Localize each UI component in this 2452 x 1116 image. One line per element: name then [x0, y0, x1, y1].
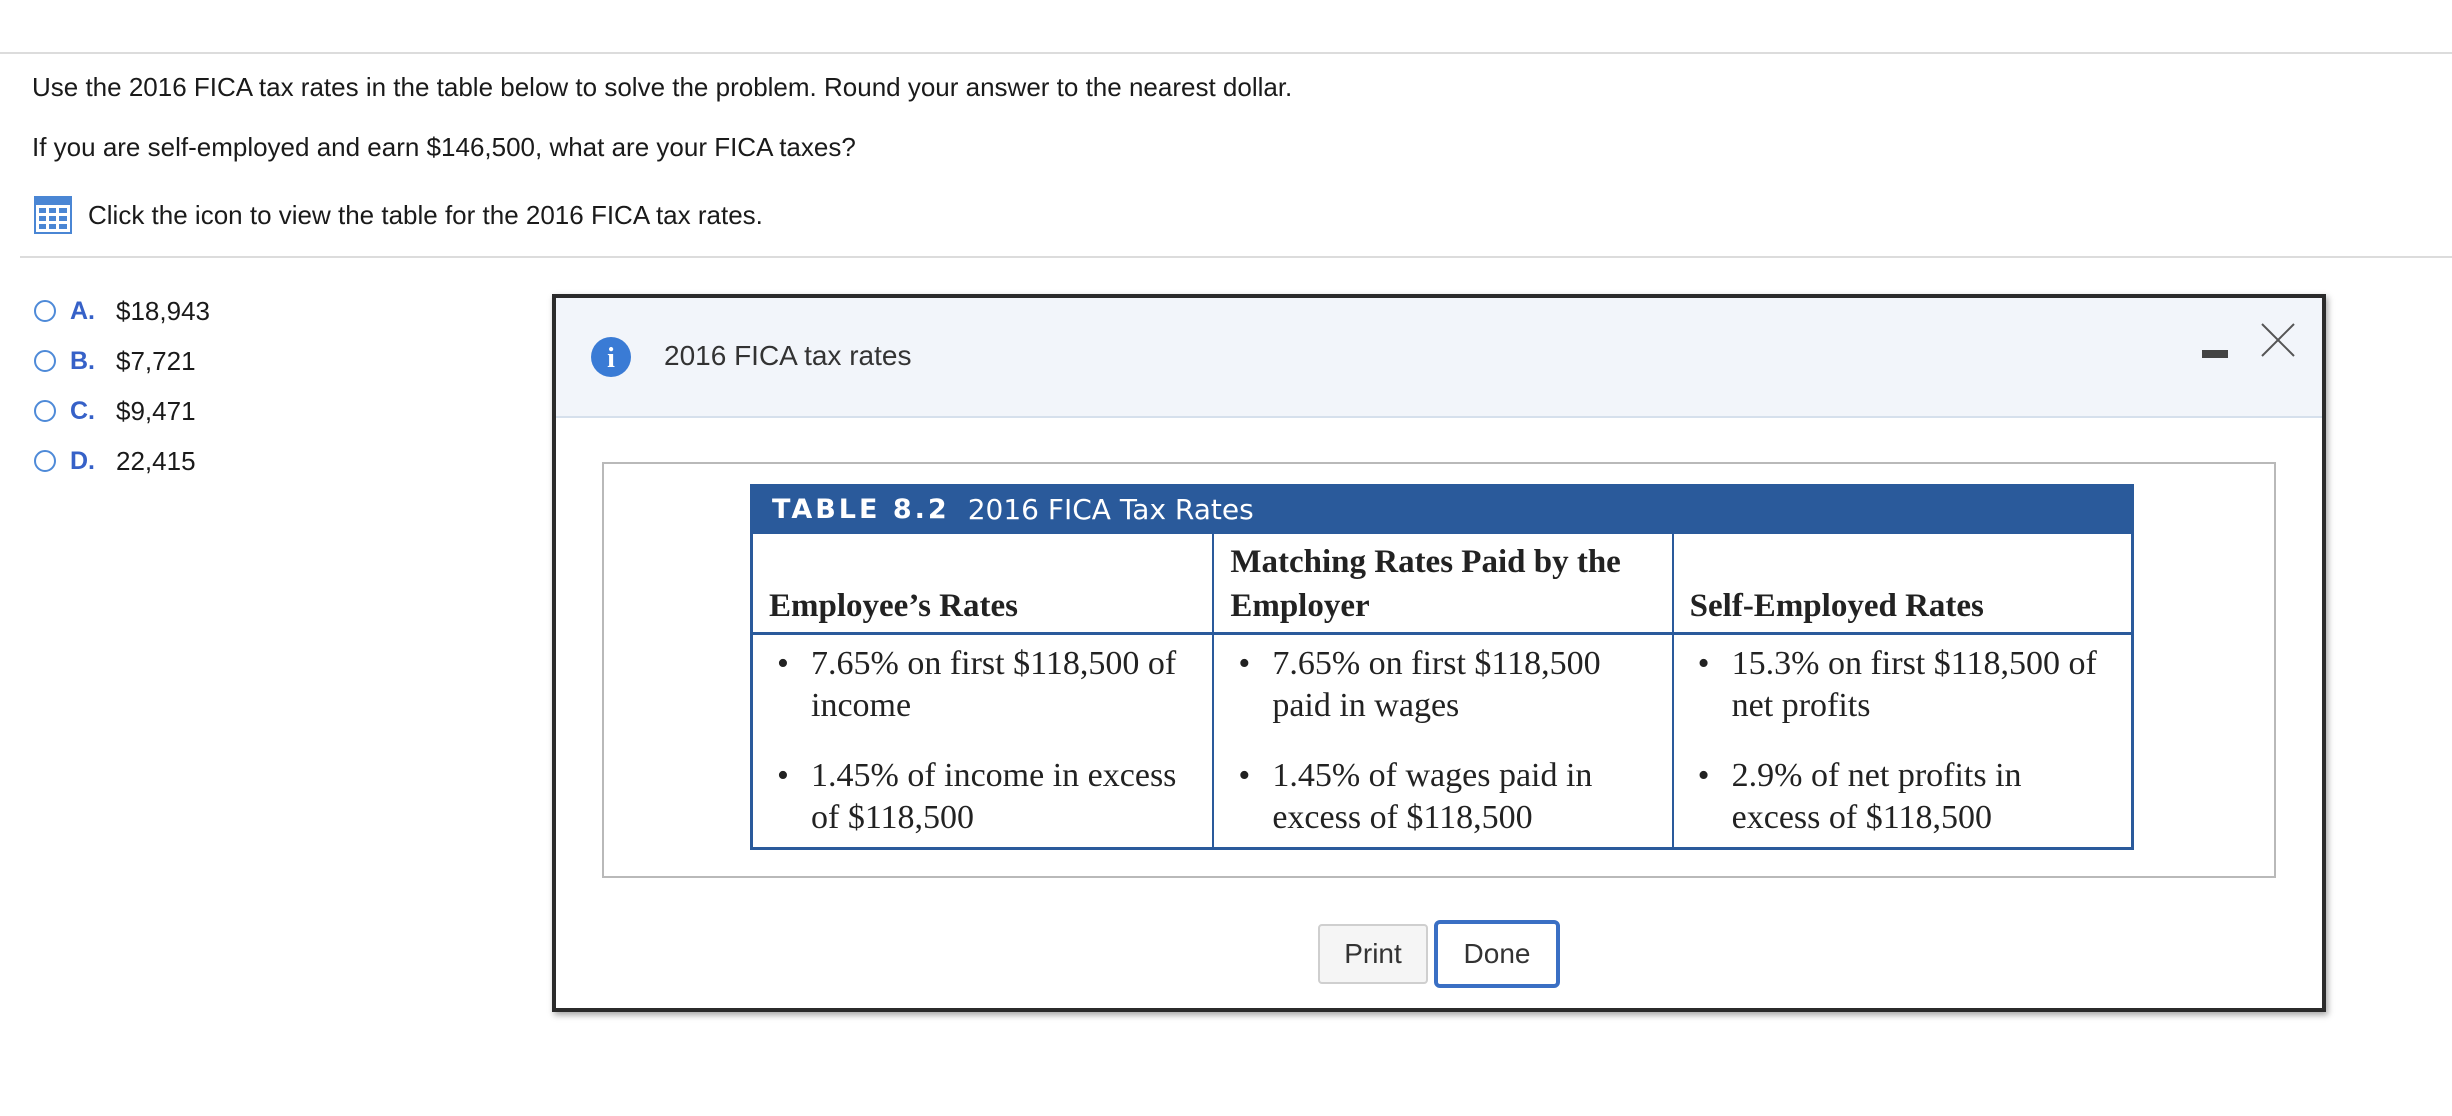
close-icon[interactable] — [2256, 318, 2300, 362]
dialog-title: 2016 FICA tax rates — [664, 340, 912, 371]
table-grid-icon[interactable] — [34, 196, 72, 234]
list-item: • 7.65% on first $118,500 of income — [767, 643, 1196, 727]
list-item: • 1.45% of income in excess of $118,500 — [767, 755, 1196, 839]
choice-value: $9,471 — [116, 395, 196, 426]
choice-c[interactable] — [34, 386, 210, 436]
rate-text: 7.65% on first $118,500 paid in wages — [1272, 645, 1601, 724]
done-button[interactable]: Done — [1434, 920, 1560, 988]
rate-text: 15.3% on first $118,500 of net profits — [1731, 645, 2097, 724]
radio-button[interactable] — [34, 300, 56, 322]
employee-rates-cell — [753, 635, 1212, 847]
choice-letter: D. — [70, 446, 95, 475]
instruction-text: Use the 2016 FICA tax rates in the table below to solve the problem. Round your answer to the nearest dollar. — [32, 72, 1293, 102]
svg-text:i: i — [607, 343, 615, 374]
table-row — [753, 635, 2131, 847]
radio-button[interactable] — [34, 350, 56, 372]
section-divider — [20, 256, 2452, 258]
table-caption-bar — [750, 484, 2134, 534]
choice-b[interactable] — [34, 336, 210, 386]
minimize-icon — [2202, 350, 2228, 358]
list-item: • 15.3% on first $118,500 of net profits — [1688, 643, 2115, 727]
self-employed-rates-cell — [1672, 635, 2131, 847]
table-number: TABLE 8.2 — [772, 493, 950, 525]
choice-letter: B. — [70, 346, 95, 375]
table-header-row — [753, 534, 2131, 635]
choice-letter: C. — [70, 396, 95, 425]
rate-text: 7.65% on first $118,500 of income — [811, 645, 1177, 724]
header-employee: Employee’s Rates — [769, 588, 1018, 624]
question-prompt: If you are self-employed and earn $146,500, what are your FICA taxes? — [32, 132, 856, 162]
rate-text: 1.45% of income in excess of $118,500 — [811, 757, 1177, 836]
employer-rates-cell — [1212, 635, 1671, 847]
list-item: • 2.9% of net profits in excess of $118,500 — [1688, 755, 2115, 839]
fica-rates-table — [750, 484, 2134, 850]
rate-text: 2.9% of net profits in excess of $118,500 — [1731, 757, 2022, 836]
table-body — [750, 534, 2134, 850]
dialog-button-row — [1318, 922, 1560, 988]
choice-d[interactable] — [34, 436, 210, 486]
choice-value: $18,943 — [116, 295, 210, 326]
choice-letter: A. — [70, 296, 95, 325]
radio-button[interactable] — [34, 400, 56, 422]
table-frame — [602, 462, 2276, 878]
table-link-label: Click the icon to view the table for the 2016 FICA tax rates. — [88, 199, 763, 230]
choice-value: $7,721 — [116, 345, 196, 376]
minimize-button[interactable] — [2198, 338, 2232, 372]
list-item: • 1.45% of wages paid in excess of $118,500 — [1228, 755, 1655, 839]
table-link-row — [34, 196, 763, 234]
fica-rates-dialog — [552, 294, 2326, 1012]
list-item: • 7.65% on first $118,500 paid in wages — [1228, 643, 1655, 727]
rate-text: 1.45% of wages paid in excess of $118,500 — [1272, 757, 1593, 836]
dialog-header — [556, 298, 2322, 418]
top-divider — [0, 52, 2452, 54]
table-caption: 2016 FICA Tax Rates — [967, 492, 1254, 526]
info-icon — [590, 336, 632, 378]
answer-choices — [34, 286, 210, 486]
radio-button[interactable] — [34, 450, 56, 472]
choice-a[interactable] — [34, 286, 210, 336]
header-self-employed: Self-Employed Rates — [1672, 534, 2131, 632]
choice-value: 22,415 — [116, 445, 196, 476]
header-employer: Matching Rates Paid by the Employer — [1212, 534, 1671, 632]
print-button[interactable]: Print — [1318, 924, 1428, 984]
